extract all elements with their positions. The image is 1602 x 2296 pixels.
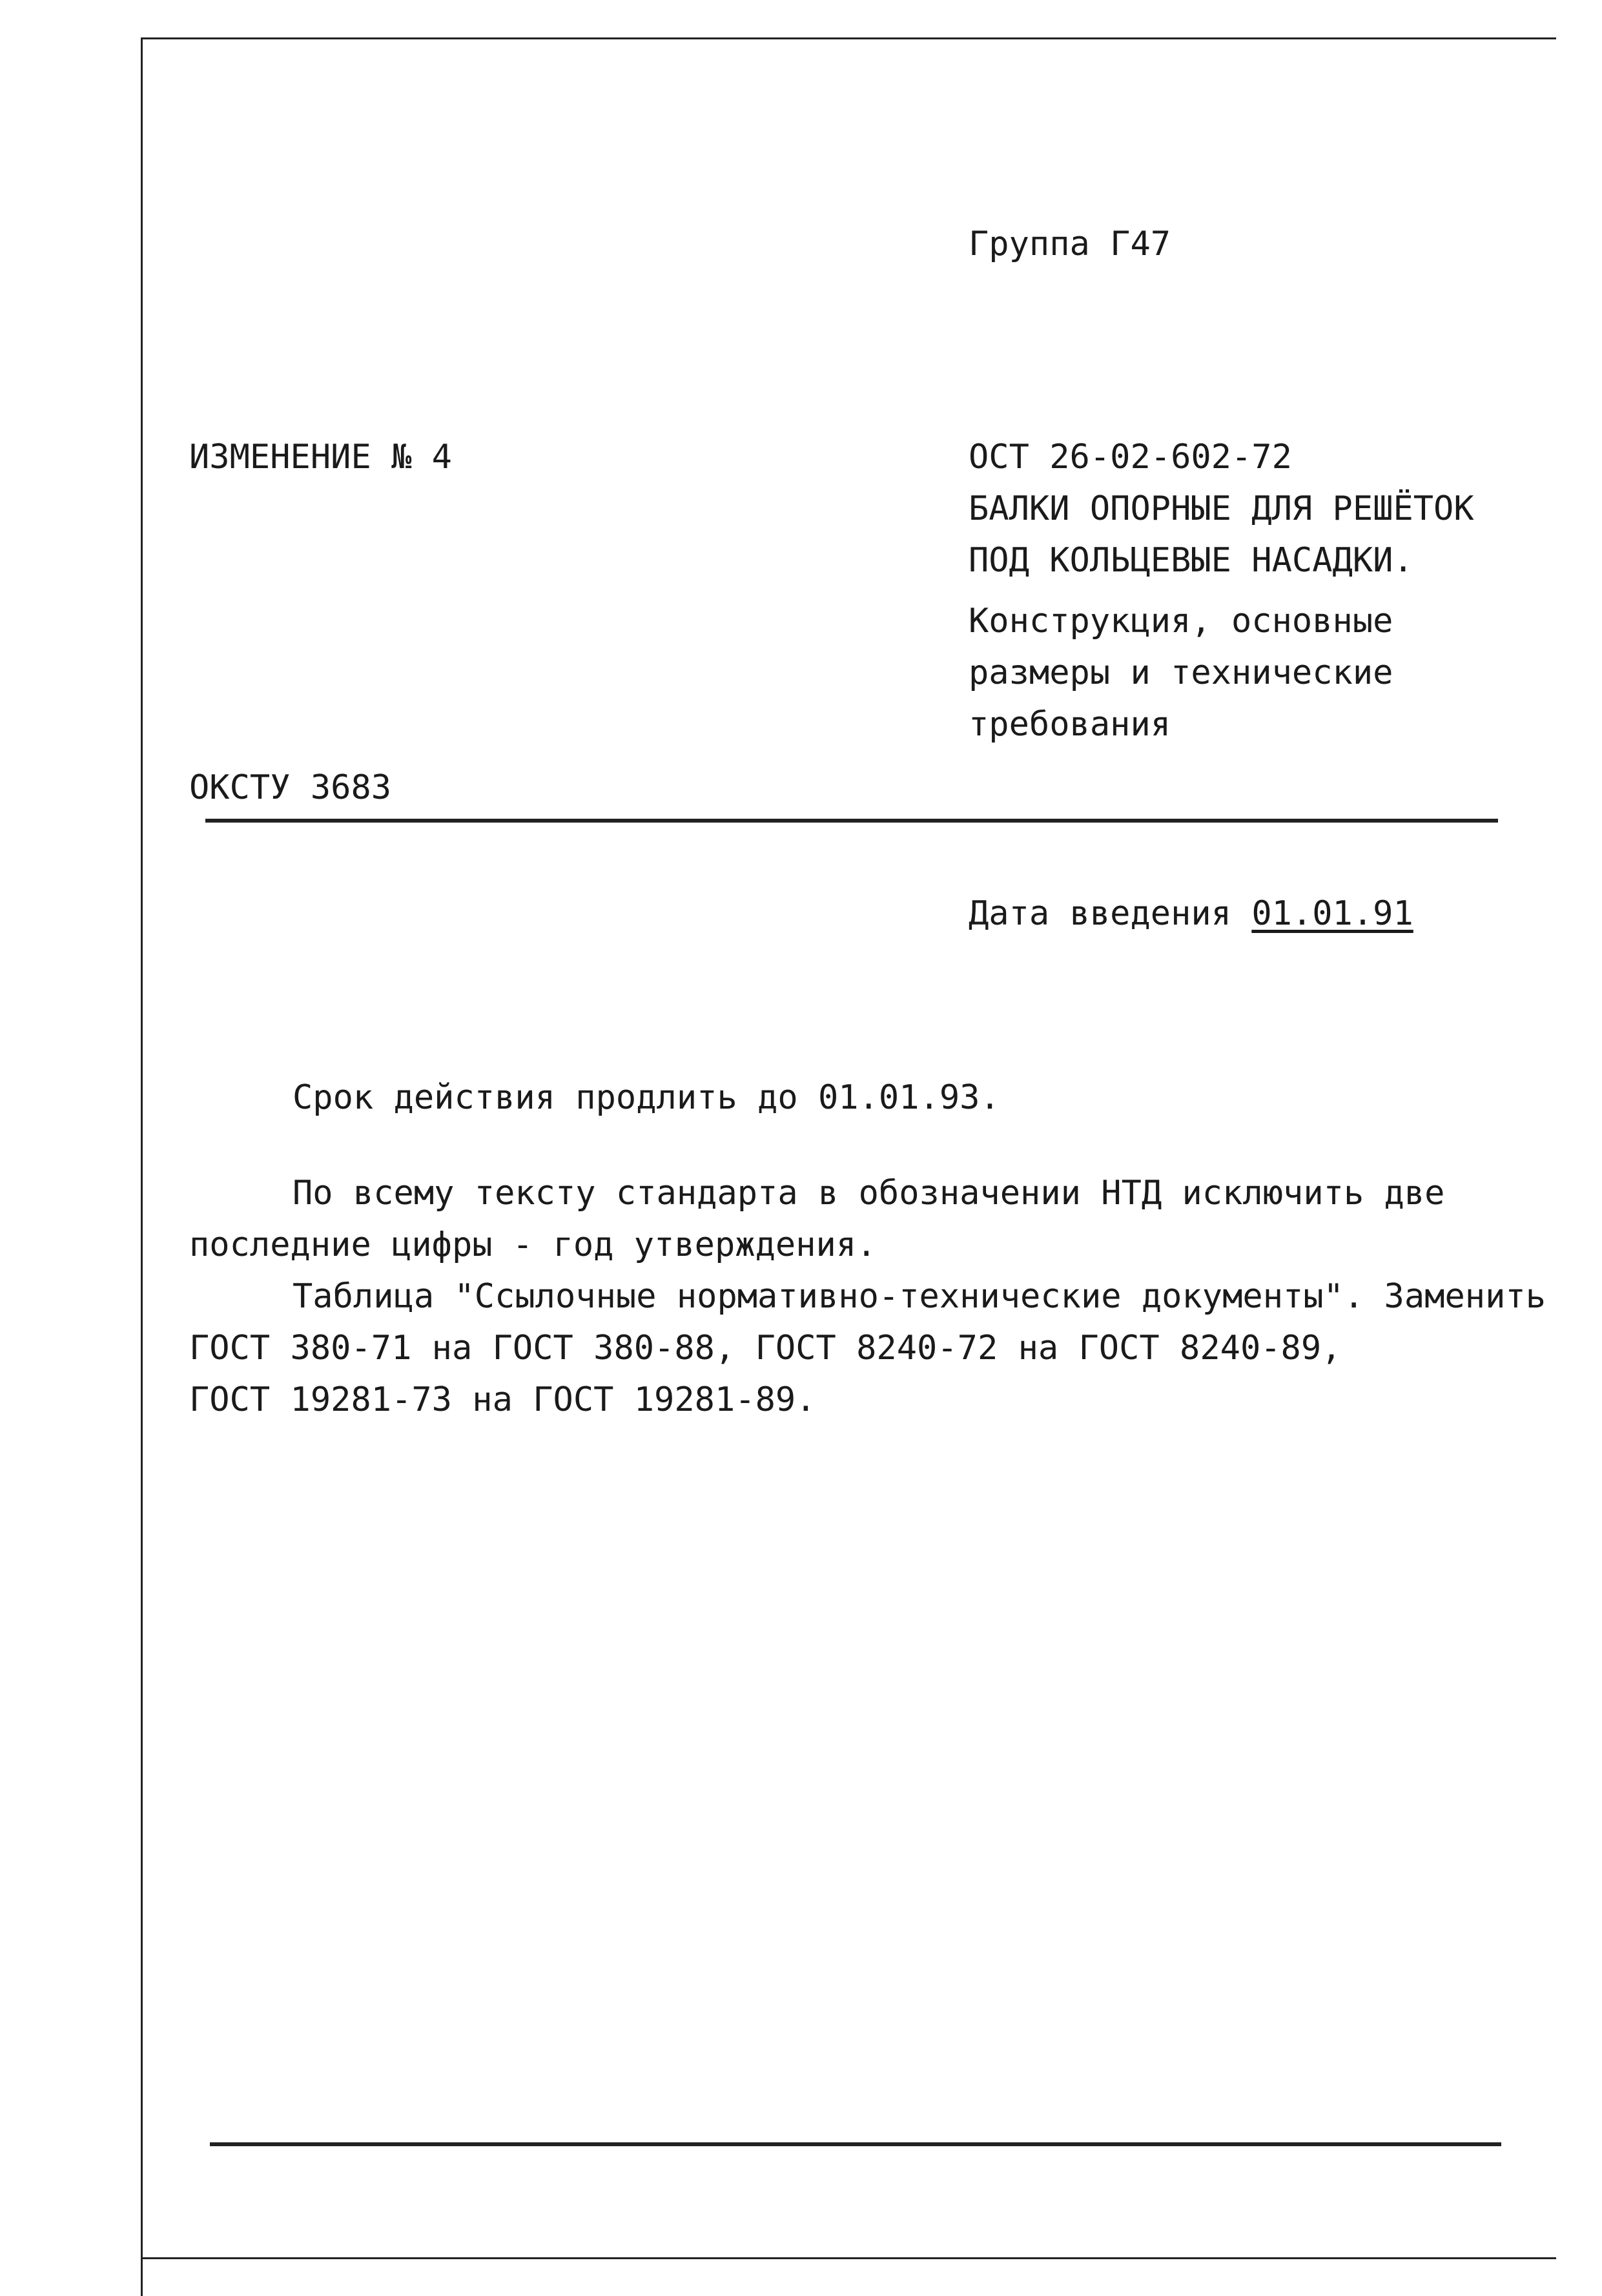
frame-bottom-border — [141, 2257, 1556, 2259]
paragraph-validity — [189, 1072, 1532, 1123]
effective-date-value: 01.01.91 — [1251, 894, 1413, 933]
paragraph-ntd-line1 — [189, 1167, 1532, 1219]
standard-title-line2: ПОД КОЛЬЦЕВЫЕ НАСАДКИ. — [969, 541, 1413, 580]
oksty-code: ОКСТУ 3683 — [189, 768, 392, 807]
paragraph-ntd — [189, 1167, 1532, 1271]
effective-date-label: Дата введения — [969, 894, 1231, 933]
paragraph-validity-text: Срок действия продлить до 01.01.93. — [293, 1078, 1000, 1117]
paragraph-ntd-line2: последние цифры - год утверждения. — [189, 1225, 877, 1264]
standard-subtitle-line1: Конструкция, основные — [969, 602, 1393, 641]
paragraph-references — [189, 1271, 1546, 1426]
frame-left-border — [141, 37, 143, 2296]
group-label: Группа Г47 — [969, 225, 1171, 263]
paragraph-references-line1-text: Таблица "Ссылочные нормативно-технические документы". Заменить — [293, 1277, 1546, 1316]
paragraph-references-line1 — [189, 1271, 1546, 1322]
effective-date — [969, 888, 1413, 939]
frame-top-border — [141, 37, 1556, 39]
change-number: ИЗМЕНЕНИЕ № 4 — [189, 438, 452, 477]
standard-title-line1: БАЛКИ ОПОРНЫЕ ДЛЯ РЕШЁТОК — [969, 489, 1474, 528]
paragraph-references-line2: ГОСТ 380-71 на ГОСТ 380-88, ГОСТ 8240-72 на ГОСТ 8240-89, — [189, 1329, 1342, 1368]
standard-number: ОСТ 26-02-602-72 — [969, 438, 1292, 477]
footer-divider — [210, 2142, 1501, 2146]
standard-subtitle-line2: размеры и технические — [969, 653, 1393, 692]
standard-subtitle-line3: требования — [969, 705, 1171, 744]
paragraph-ntd-line1-text: По всему тексту стандарта в обозначении НТД исключить две — [293, 1174, 1445, 1213]
paragraph-references-line3: ГОСТ 19281-73 на ГОСТ 19281-89. — [189, 1380, 816, 1419]
header-divider — [205, 819, 1498, 823]
